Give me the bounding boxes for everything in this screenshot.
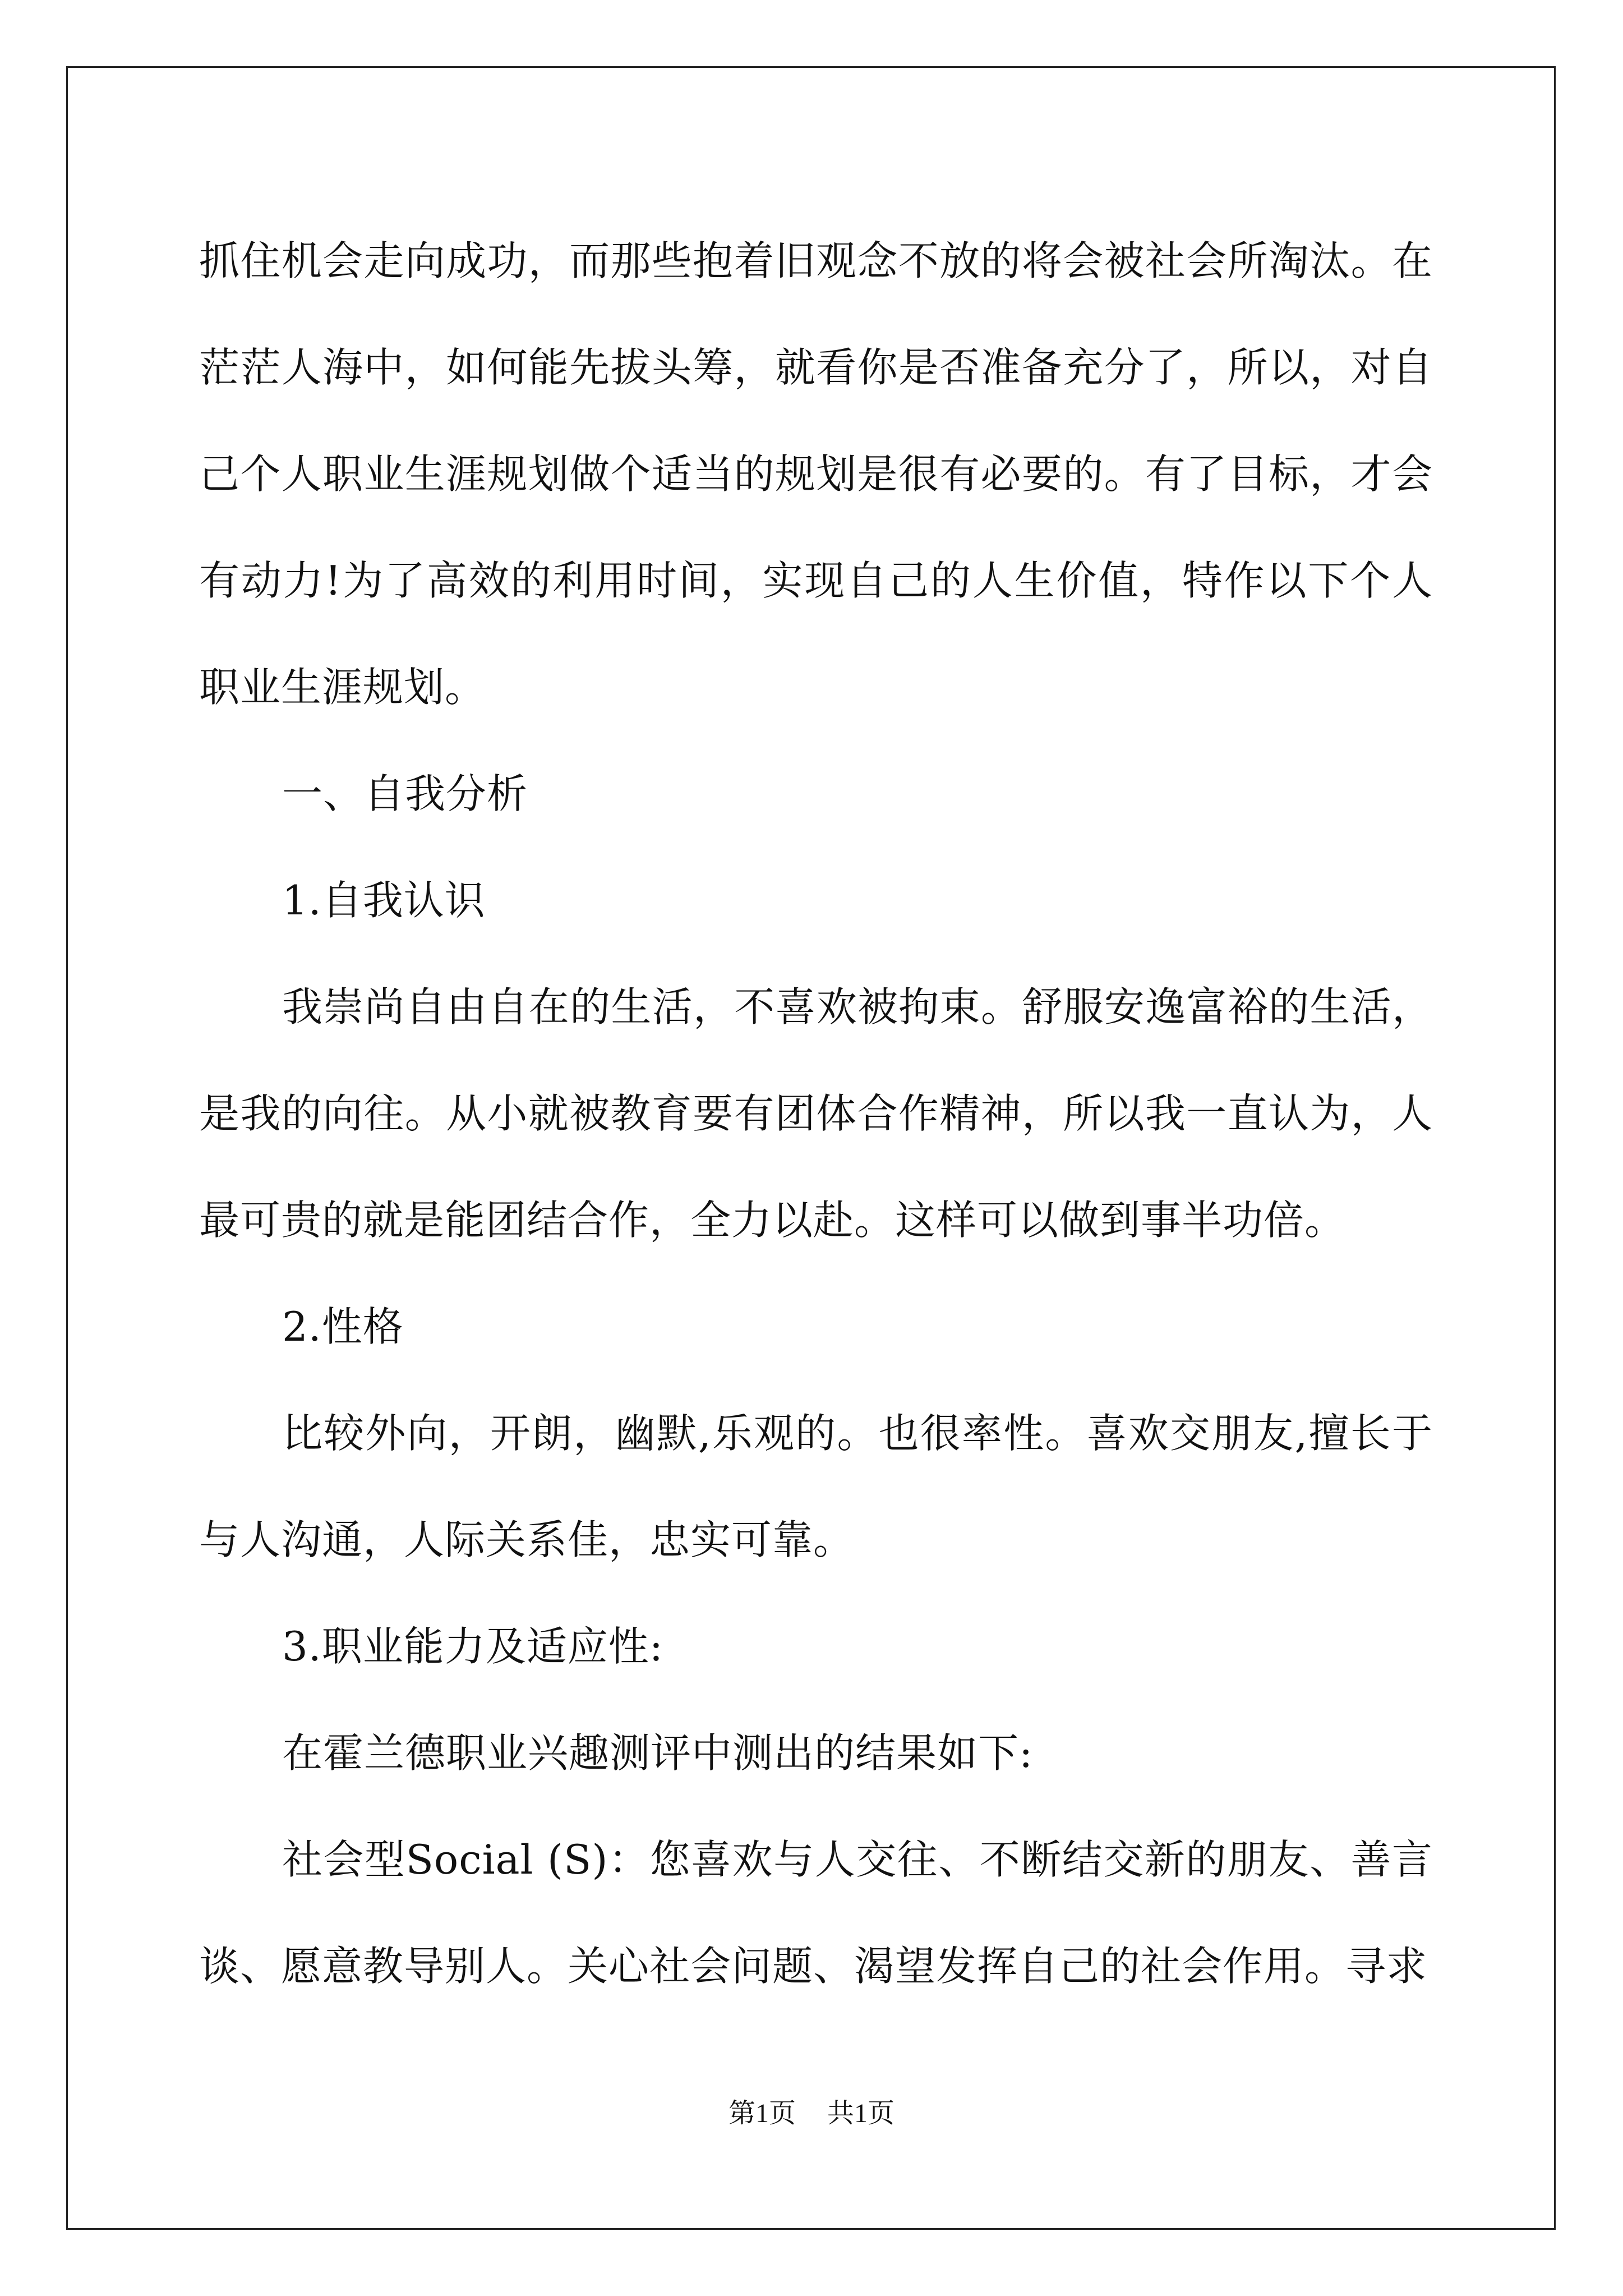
- subheading-personality: 2.性格: [282, 1303, 404, 1350]
- paragraph-intro: 抓住机会走向成功，而那些抱着旧观念不放的将会被社会所淘汰。在茫茫人海中，如何能先拔头筹，就看你是否准备充分了，所以，对自己个人职业生涯规划做个适当的规划是很有必要的。有了目标，才会有动力!为了高效的利用时间，实现自己的人生价值，特作以下个人职业生涯规划。: [199, 237, 1433, 711]
- subheading-career-ability: 3.职业能力及适应性:: [282, 1623, 663, 1670]
- page-total: 共1页: [827, 2099, 895, 2128]
- paragraph-personality: 比较外向，开朗，幽默,乐观的。也很率性。喜欢交朋友,擅长于与人沟通，人际关系佳，忠实可靠。: [199, 1410, 1433, 1563]
- page-footer: [0, 2091, 1623, 2130]
- subheading-self-knowledge: 1.自我认识: [282, 877, 486, 924]
- paragraph-self-knowledge: 我崇尚自由自在的生活，不喜欢被拘束。舒服安逸富裕的生活，是我的向往。从小就被教育要有团体合作精神，所以我一直认为，人最可贵的就是能团结合作，全力以赴。这样可以做到事半功倍。: [199, 983, 1433, 1244]
- heading-self-analysis: 一、自我分析: [282, 770, 528, 817]
- paragraph-social-type: 社会型Social (S)：您喜欢与人交往、不断结交新的朋友、善言谈、愿意教导别人。关心社会问题、渴望发挥自己的社会作用。寻求: [199, 1836, 1433, 1990]
- page-number: 第1页: [728, 2099, 796, 2128]
- document-body: [199, 208, 1433, 2019]
- paragraph-holland-intro: 在霍兰德职业兴趣测评中测出的结果如下:: [282, 1729, 1034, 1777]
